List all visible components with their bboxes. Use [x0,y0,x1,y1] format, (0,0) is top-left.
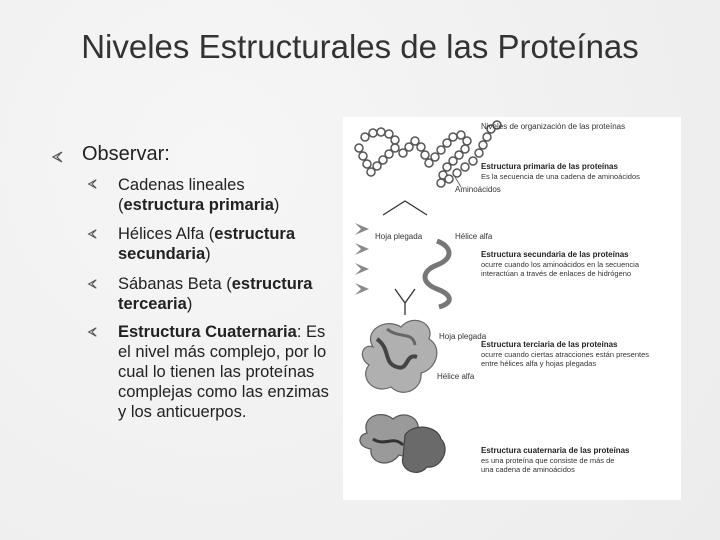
tertiary-structure-shape [362,320,437,392]
label-helice-alfa-2: Hélice alfa [437,372,475,381]
tertiary-desc-2: entre hélices alfa y hojas plegadas [481,359,597,368]
label-aminoacidos: Aminoácidos [455,185,501,194]
slide-title: Niveles Estructurales de las Proteínas [81,28,639,65]
quaternary-desc-2: una cadena de aminoácidos [481,465,575,474]
bullet-item-tercearia [118,274,333,314]
protein-levels-figure [343,117,681,500]
arrow-bullet-icon [86,228,98,240]
tertiary-title: Estructura terciaria de las proteínas [481,340,618,349]
bullet-item-secundaria [118,224,333,264]
primary-title: Estructura primaria de las proteínas [481,162,618,171]
item-bold: estructura primaria [123,196,274,214]
quaternary-desc-1: es una proteína que consiste de más de [481,456,615,465]
item-text: Hélices Alfa ( [118,225,215,243]
label-hoja-plegada: Hoja plegada [375,232,423,241]
protein-levels-diagram [343,117,681,500]
quaternary-structure-shape [360,415,445,473]
secondary-title: Estructura secundaria de las proteínas [481,250,629,259]
item-text: Sábanas Beta ( [118,275,232,293]
bullet-item-primaria [118,175,333,215]
amino-acid-chain [355,121,501,187]
primary-desc: Es la secuencia de una cadena de aminoácidos [481,172,640,181]
label-hoja-plegada-2: Hoja plegada [439,332,487,341]
alpha-helix-shape [425,241,449,307]
arrow-bullet-icon [86,326,98,338]
item-text: ) [273,196,280,214]
item-bold: estructura tercearia [118,275,313,313]
arrow-bullet-icon [86,178,98,190]
arrow-bullet-icon [86,278,98,290]
figure-heading: Niveles de organización de las proteínas [481,122,626,131]
tertiary-desc-1: ocurre cuando ciertas atracciones están presentes [481,350,650,359]
secondary-desc-1: ocurre cuando los aminoácidos en la secuencia [481,260,640,269]
item-text: : Es el nivel más complejo, por lo cual lo tienen las proteínas complejas como las enzimas y los anticuerpos. [118,323,329,421]
arrow-bullet-icon [50,150,64,164]
item-text: ) [205,245,211,263]
item-bold: estructura secundaria [118,225,295,263]
label-helice-alfa: Hélice alfa [455,232,493,241]
beta-sheet-shape [355,223,369,295]
quaternary-title: Estructura cuaternaria de las proteínas [481,446,630,455]
observar-heading: Observar: [82,143,170,165]
item-text: ) [186,295,193,313]
secondary-desc-2: interactúan a través de enlaces de hidrógeno [481,269,632,278]
item-text: Cadenas lineales ( [118,176,245,214]
item-bold: Estructura Cuaternaria [118,323,297,341]
bullet-item-cuaternaria [118,322,333,422]
